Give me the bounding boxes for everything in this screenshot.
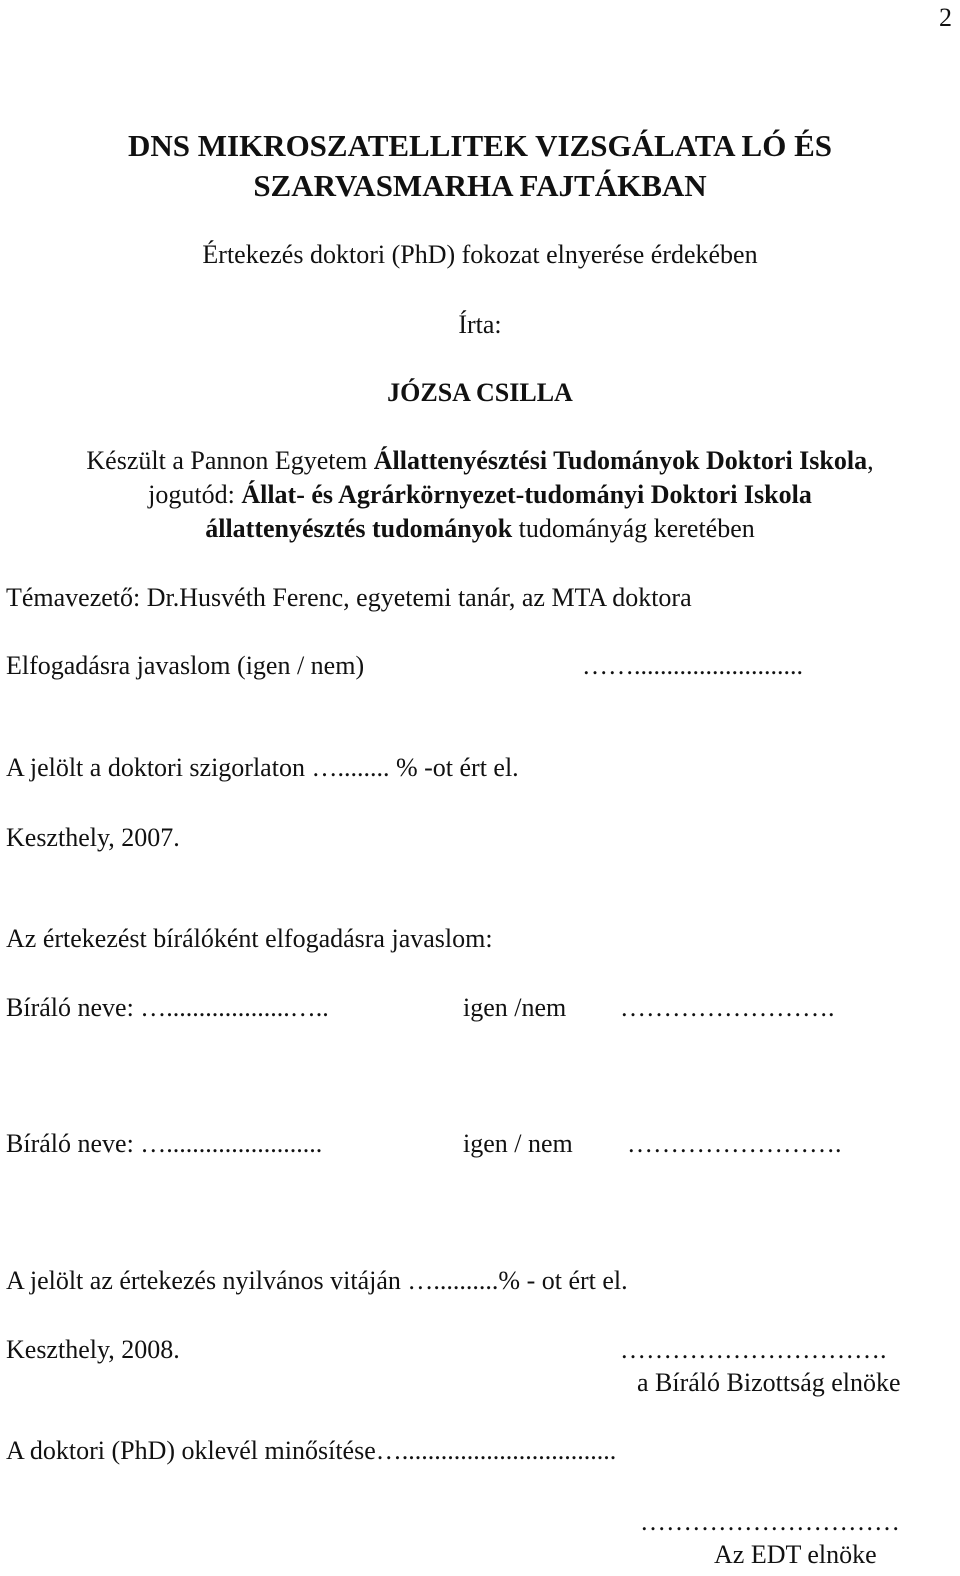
page-number: 2 [939,3,952,32]
defense-result-line: A jelölt az értekezés nyilvános vitáján …..........% - ot ért el. [6,1266,628,1295]
reviewer-1-blank: ……………………. [620,993,835,1022]
institution-line-3 [0,514,960,544]
reviewer-2-name: Bíráló neve: …........................ [6,1129,323,1158]
institution-line-1 [0,446,960,476]
institution-line-1-prefix: Készült a Pannon Egyetem [86,446,374,475]
author-name: JÓZSA CSILLA [387,378,573,407]
successor-school-name: Állat- és Agrárkörnyezet-tudományi Doktori Iskola [241,480,812,509]
committee-chair-label: a Bíráló Bizottság elnöke [637,1368,901,1397]
place-date-2007: Keszthely, 2007. [6,823,180,852]
reviewer-2-blank: ……………………. [627,1129,842,1158]
reviewers-heading: Az értekezést bírálóként elfogadásra javaslom: [6,924,493,953]
subtitle: Értekezés doktori (PhD) fokozat elnyerése érdekében [202,240,758,269]
reviewer-1-name: Bíráló neve: …...................….. [6,993,329,1022]
acceptance-blank: …….......................... [582,651,803,680]
edt-signature-blank: ………………………… [640,1507,900,1536]
doctoral-school-name: Állattenyésztési Tudományok Doktori Iskola [373,446,868,475]
reviewer-2-choice: igen / nem [463,1129,573,1158]
acceptance-label: Elfogadásra javaslom (igen / nem) [6,651,365,680]
edt-chair-label: Az EDT elnöke [714,1540,877,1569]
reviewer-1-choice: igen /nem [463,993,567,1022]
institution-line-1-suffix: , [867,446,874,475]
institution-line-3-suffix: tudományág keretében [512,514,755,543]
institution-line-2 [0,480,960,510]
exam-result-line: A jelölt a doktori szigorlaton …........ % -ot ért el. [6,753,519,782]
title-line-1: DNS MIKROSZATELLITEK VIZSGÁLATA LÓ ÉS [127,128,833,163]
title-line-2: SZARVASMARHA FAJTÁKBAN [253,168,707,203]
place-date-2008: Keszthely, 2008. [6,1335,180,1364]
diploma-rating-line: A doktori (PhD) oklevél minősítése…................................. [6,1436,617,1465]
committee-signature-blank: …………………………. [620,1335,887,1364]
written-by-label: Írta: [458,310,502,339]
institution-line-2-prefix: jogutód: [148,480,242,509]
discipline-name: állattenyésztés tudományok [205,514,513,543]
supervisor-line: Témavezető: Dr.Husvéth Ferenc, egyetemi tanár, az MTA doktora [6,583,692,612]
